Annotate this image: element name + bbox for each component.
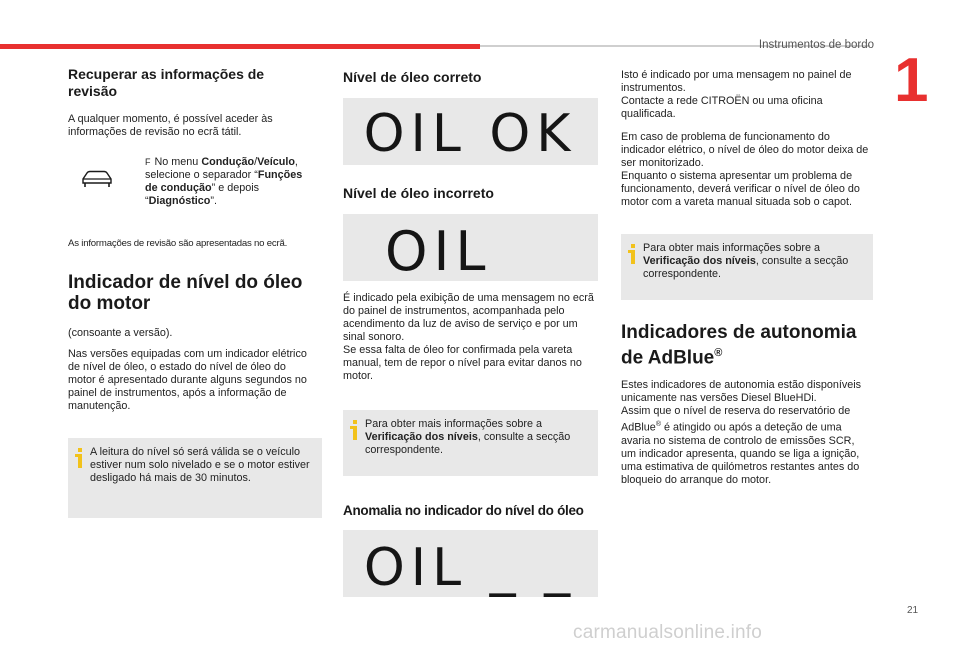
paragraph-adblue-2: Assim que o nível de reserva do reservatório de AdBlue® é atingido ou após a deteção de uma avaria no sistema de controlo de emissões SCR, um indicador apresenta, quando se liga a ignição, uma estimativa de quilómetros restantes antes do bloqueio do arranque do motor. bbox=[621, 405, 860, 486]
heading-anomalia: Anomalia no indicador do nível do óleo bbox=[343, 503, 584, 518]
tab-diagnostico: Diagnóstico bbox=[148, 195, 211, 207]
paragraph-versoes: Nas versões equipadas com um indicador elétrico de nível de óleo, o estado do nível de óleo do motor é apresentado durante alguns segundos no painel de instrumentos, após a informação de manutenção. bbox=[68, 348, 307, 412]
bullet-marker: F bbox=[145, 157, 151, 167]
paragraph-adblue-1: Estes indicadores de autonomia estão disponíveis unicamente nas versões Diesel BlueHDi. bbox=[621, 379, 862, 405]
header-red-bar bbox=[0, 44, 480, 49]
info-box-verificacao-2: Para obter mais informações sobre a Verificação dos níveis, consulte a secção correspondente. bbox=[621, 234, 873, 300]
paragraph-incorreto-1: É indicado pela exibição de uma mensagem no ecrã do painel de instrumentos, acompanhada pelo acendimento da luz de aviso de serviço e por um sinal sonoro. bbox=[343, 292, 594, 343]
paragraph-incorreto-2: Se essa falta de óleo for confirmada pela vareta manual, tem de repor o nível para evitar danos no motor. bbox=[343, 344, 582, 382]
display-oil bbox=[343, 214, 598, 281]
heading-adblue: Indicadores de autonomia de AdBlue® bbox=[621, 322, 857, 369]
svg-text:OIL OK: OIL OK bbox=[363, 104, 577, 164]
link-verificacao-niveis[interactable]: Verificação dos níveis bbox=[365, 431, 478, 443]
heading-nivel-incorreto: Nível de óleo incorreto bbox=[343, 185, 494, 201]
link-verificacao-niveis-2[interactable]: Verificação dos níveis bbox=[643, 255, 756, 267]
chapter-number: 1 bbox=[894, 46, 929, 115]
paragraph-mensagem: Isto é indicado por uma mensagem no painel de instrumentos. bbox=[621, 69, 852, 94]
column-left bbox=[68, 66, 326, 518]
paragraph-vareta: Enquanto o sistema apresentar um problema de funcionamento, deverá verificar o nível de óleo do motor com a vareta manual situada sob o capot. bbox=[621, 170, 860, 208]
display-oil-dashes bbox=[343, 530, 598, 597]
paragraph-problema: Em caso de problema de funcionamento do indicador elétrico, o nível de óleo do motor deixa de ser monitorizado. bbox=[621, 131, 869, 169]
page-number: 21 bbox=[907, 605, 919, 616]
info-text-leitura: A leitura do nível só será válida se o veículo estiver num solo nivelado e se o motor estiver desligado há mais de 30 minutos. bbox=[90, 446, 310, 484]
info-box-leitura bbox=[68, 438, 322, 518]
menu-text: F No menu Condução/Veículo, selecione o separador “Funções de condução” e depois “Diagnóstico”. bbox=[145, 156, 303, 207]
heading-indicador-oleo: Indicador de nível do óleo do motor bbox=[68, 272, 303, 314]
svg-text:OIL: OIL bbox=[385, 220, 492, 281]
paragraph-versao: (consoante a versão). bbox=[68, 327, 173, 339]
heading-revisao: Recuperar as informações de revisão bbox=[68, 66, 265, 99]
oil-segments bbox=[343, 214, 598, 281]
svg-text:OIL _ _: OIL _ _ bbox=[363, 538, 577, 597]
menu-conducao: Condução bbox=[201, 156, 255, 168]
car-icon bbox=[80, 168, 114, 195]
paragraph-revisao: A qualquer momento, é possível aceder às informações de revisão no ecrã tátil. bbox=[68, 113, 273, 138]
display-oil-ok bbox=[343, 98, 598, 165]
info-icon bbox=[350, 420, 360, 440]
info-icon bbox=[628, 244, 638, 264]
tab-funcoes-conducao: Funções de condução bbox=[145, 169, 303, 194]
section-title: Instrumentos de bordo bbox=[758, 39, 874, 51]
heading-nivel-correto: Nível de óleo correto bbox=[343, 69, 482, 85]
note-revisao: As informações de revisão são apresentadas no ecrã. bbox=[68, 238, 288, 249]
menu-veiculo: Veículo bbox=[257, 156, 295, 168]
oil-dashes-segments bbox=[343, 530, 598, 597]
info-box-verificacao: Para obter mais informações sobre a Verificação dos níveis, consulte a secção correspondente. bbox=[343, 410, 598, 476]
column-right bbox=[621, 66, 876, 487]
info-icon bbox=[75, 448, 85, 468]
column-middle bbox=[343, 66, 601, 597]
menu-instruction bbox=[68, 156, 326, 236]
oil-ok-segments bbox=[343, 98, 598, 165]
watermark: carmanualsonline.info bbox=[573, 622, 763, 643]
paragraph-contacte: Contacte a rede CITROËN ou uma oficina qualificada. bbox=[621, 95, 823, 120]
